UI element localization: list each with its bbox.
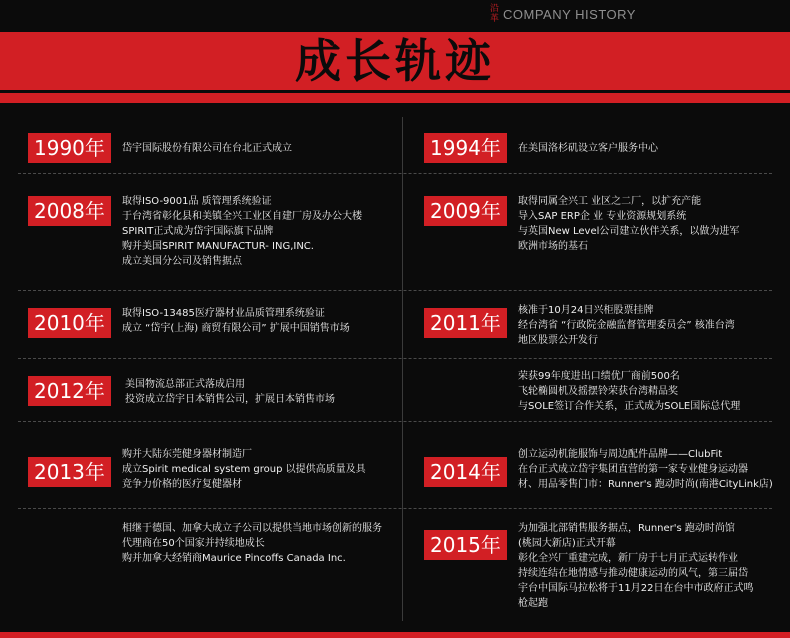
entry-line: 投资成立岱宇日本销售公司，扩展日本销售市场	[125, 394, 335, 405]
entry-line: 于台湾省彰化县和美镇全兴工业区自建厂房及办公大楼	[122, 211, 362, 222]
title-underline	[0, 90, 790, 93]
entry-line: 取得ISO-9001品 质管理系统验证	[122, 196, 272, 207]
entry-line: 竞争力价格的医疗复健器材	[122, 479, 242, 490]
entry-text	[518, 521, 753, 611]
year-badge: 1990年	[28, 133, 111, 163]
entry-text	[122, 447, 366, 492]
entry-text	[518, 303, 735, 348]
entry-text	[122, 521, 382, 566]
entry-line: 为加强北部销售服务据点，Runner's 跑动时尚馆	[518, 523, 735, 534]
entry-line: 与英国New Level公司建立伙伴关系，以做为进军	[518, 226, 740, 237]
entry-line: 取得ISO-13485医疗器材业品质管理系统验证	[122, 308, 325, 319]
row-divider	[18, 290, 772, 291]
timeline	[0, 103, 790, 638]
entry-line: 宇台中国际马拉松将于11月22日在台中市政府正式鸣	[518, 583, 754, 594]
page-title: 成长轨迹	[295, 34, 495, 88]
entry-line: 购并加拿大经销商Maurice Pincoffs Canada Inc.	[122, 553, 346, 564]
entry-text	[518, 447, 773, 492]
year-badge: 2013年	[28, 457, 111, 487]
entry-text	[122, 306, 350, 336]
entry-text	[518, 194, 739, 254]
year-badge: 2008年	[28, 196, 111, 226]
year-badge: 2012年	[28, 376, 111, 406]
entry-line: 岱宇国际股份有限公司在台北正式成立	[122, 143, 292, 154]
entry-line: 成立美国分公司及销售据点	[122, 256, 242, 267]
header-bar	[0, 0, 790, 32]
entry-line: 与SOLE签订合作关系，正式成为SOLE国际总代理	[518, 401, 741, 412]
entry-line: 购并美国SPIRIT MANUFACTUR- ING,INC.	[122, 241, 314, 252]
entry-text	[125, 377, 335, 407]
entry-line: 成立 “岱宇(上海) 商贸有限公司” 扩展中国销售市场	[122, 323, 350, 334]
entry-line: 飞轮椭圆机及摇摆铃荣获台湾精品奖	[518, 386, 678, 397]
year-badge: 2015年	[424, 530, 507, 560]
year-badge: 2010年	[28, 308, 111, 338]
entry-line: 在台正式成立岱宇集团直营的第一家专业健身运动器	[518, 464, 748, 475]
entry-line: 持续连结在地情感与推动健康运动的风气，第三届岱	[518, 568, 748, 579]
entry-line: SPIRIT正式成为岱宇国际旗下品牌	[122, 226, 274, 237]
timeline-center-divider	[402, 117, 403, 621]
year-badge: 1994年	[424, 133, 507, 163]
entry-line: 核准于10月24日兴柜股票挂牌	[518, 305, 654, 316]
entry-line: 成立Spirit medical system group 以提供高质量及具	[122, 464, 366, 475]
row-divider	[18, 508, 772, 509]
entry-line: 荣获99年度进出口绩优厂商前500名	[518, 371, 680, 382]
header-accent-label: 沿革	[489, 4, 499, 24]
entry-line: 相继于德国、加拿大成立子公司以提供当地市场创新的服务	[122, 523, 382, 534]
entry-line: 购并大陆东莞健身器材制造厂	[122, 449, 252, 460]
entry-line: 枪起跑	[518, 598, 548, 609]
year-badge: 2009年	[424, 196, 507, 226]
entry-line: 地区股票公开发行	[518, 335, 598, 346]
header-title: COMPANY HISTORY	[503, 7, 636, 22]
year-badge: 2011年	[424, 308, 507, 338]
bottom-accent-band	[0, 632, 790, 638]
row-divider	[18, 421, 772, 422]
entry-text	[518, 369, 740, 414]
row-divider	[18, 173, 772, 174]
entry-line: 导入SAP ERP企 业 专业资源规划系统	[518, 211, 687, 222]
row-divider	[18, 358, 772, 359]
entry-line: 经台湾省 “行政院金融监督管理委员会” 核准台湾	[518, 320, 735, 331]
year-badge: 2014年	[424, 457, 507, 487]
entry-line: 美国物流总部正式落成启用	[125, 379, 245, 390]
entry-line: 代理商在50个国家并持续地成长	[122, 538, 265, 549]
title-band	[0, 32, 790, 103]
entry-line: 欧洲市场的基石	[518, 241, 588, 252]
entry-line: 彰化全兴厂重建完成，新厂房于七月正式运转作业	[518, 553, 738, 564]
entry-line: 材、用品零售门市：Runner's 跑动时尚(南港CityLink店)	[518, 479, 773, 490]
entry-line: 创立运动机能服饰与周边配件品牌——ClubFit	[518, 449, 723, 460]
entry-line: (桃园大新店)正式开幕	[518, 538, 616, 549]
entry-text	[122, 141, 292, 156]
entry-text	[122, 194, 362, 269]
entry-text	[518, 141, 658, 156]
entry-line: 在美国洛杉矶设立客户服务中心	[518, 143, 658, 154]
entry-line: 取得同属全兴工 业区之二厂，以扩充产能	[518, 196, 702, 207]
